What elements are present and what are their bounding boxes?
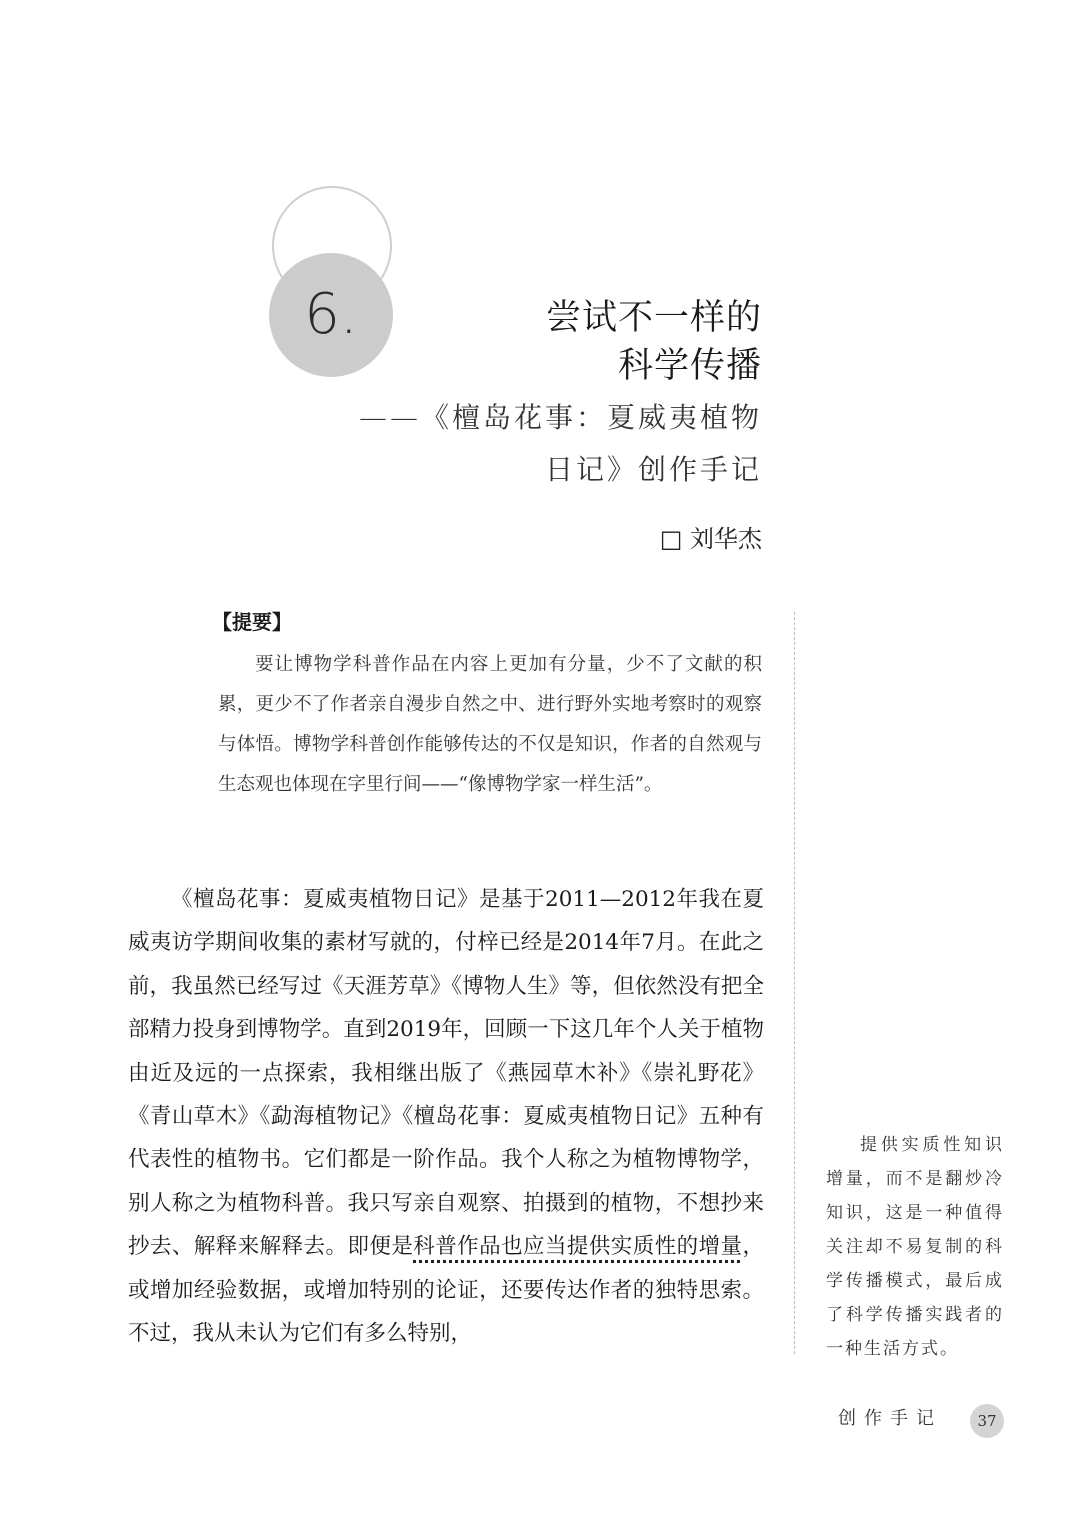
- author-byline: □ 刘华杰: [659, 525, 762, 553]
- article-subtitle: [359, 392, 762, 496]
- body-text-part-2: ，或增加经验数据，或增加特别的论证，还要传达作者的独特思索。不过，我从未认为它们有多么特别，: [128, 1234, 764, 1347]
- article-title: [546, 294, 762, 390]
- chapter-number: 6.: [304, 282, 358, 347]
- subtitle-line-1: ——《檀岛花事：夏威夷植物: [358, 401, 762, 434]
- abstract-text: 要让博物学科普作品在内容上更加有分量，少不了文献的积累，更少不了作者亲自漫步自然之中、进行野外实地考察时的观察与体悟。博物学科普创作能够传达的不仅是知识，作者的自然观与生态观也体现在字里行间——“像博物学家一样生活”。: [218, 654, 762, 795]
- column-divider: [794, 612, 795, 1354]
- abstract-label: 【提要】: [212, 610, 292, 634]
- page-number: 37: [970, 1404, 1004, 1438]
- footer-section-label: 创作手记: [838, 1408, 942, 1429]
- emphasized-phrase: 科普作品也应当提供实质性的增量: [413, 1234, 743, 1260]
- title-line-2: 科学传播: [617, 346, 762, 386]
- subtitle-line-2: 日记》创作手记: [544, 453, 762, 486]
- body-paragraph: [128, 878, 764, 1355]
- margin-note-text: 提供实质性知识增量，而不是翻炒冷知识，这是一种值得关注却不易复制的科学传播模式，最后成了科学传播实践者的一种生活方式。: [826, 1135, 1004, 1359]
- abstract: [218, 645, 762, 805]
- title-line-1: 尝试不一样的: [545, 298, 762, 338]
- body-text: [128, 878, 764, 1355]
- margin-note: [826, 1128, 1004, 1366]
- body-text-part-1: 《檀岛花事：夏威夷植物日记》是基于2011—2012年我在夏威夷访学期间收集的素材写就的，付梓已经是2014年7月。在此之前，我虽然已经写过《天涯芳草》《博物人生》等，但依然没有把全部精力投身到博物学。直到2019年，回顾一下这几年个人关于植物由近及远的一点探索，我相继出版了《燕园草木补》《崇礼野花》《青山草木》《勐海植物记》《檀岛花事：夏威夷植物日记》五种有代表性的植物书。它们都是一阶作品。我个人称之为植物博物学，别人称之为植物科普。我只写亲自观察、拍摄到的植物，不想抄来抄去、解释来解释去。即便是: [128, 887, 764, 1260]
